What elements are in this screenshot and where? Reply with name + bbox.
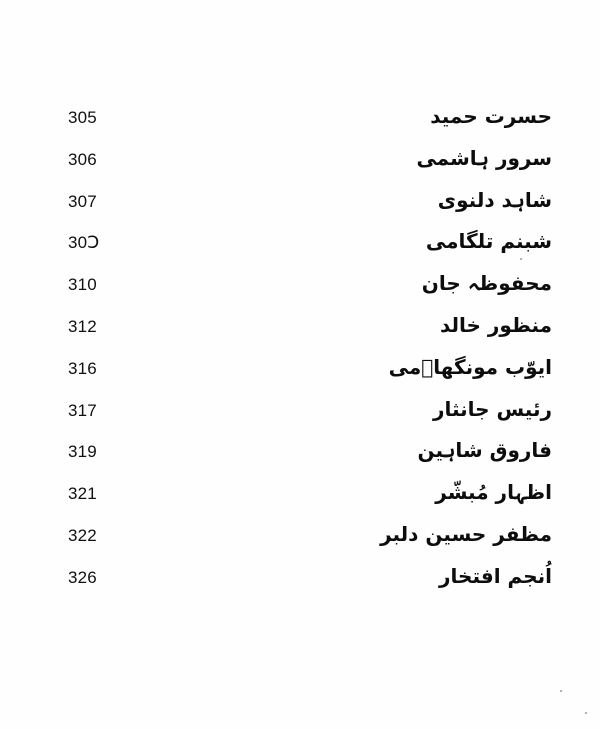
- page-number: 305: [68, 108, 97, 127]
- author-name: حسرت حمید: [430, 104, 552, 128]
- toc-entry: [0, 438, 600, 480]
- page-number: 317: [68, 400, 97, 420]
- toc-entry: [0, 564, 600, 606]
- toc-entry: [0, 313, 600, 355]
- author-name: سرور ہاشمی: [416, 145, 552, 170]
- toc-entry: [0, 397, 600, 439]
- author-name: محفوظہ جان: [421, 271, 552, 296]
- page-number: 319: [68, 442, 97, 462]
- page-number: 307: [68, 191, 97, 211]
- toc-entry: [0, 355, 600, 397]
- page-number: 306: [68, 149, 97, 169]
- author-name: اُنجم افتخار: [439, 563, 552, 588]
- toc-entry: [0, 104, 600, 146]
- page-number: 30Ↄ: [68, 233, 100, 253]
- toc-entry: [0, 229, 600, 271]
- table-of-contents: [0, 104, 600, 606]
- author-name: منظور خالد: [439, 312, 552, 337]
- author-name: شاہد دلنوی: [437, 187, 552, 212]
- author-name: اظہار مُبشّر: [435, 480, 552, 505]
- author-name: شبنم تلگامی: [425, 229, 552, 254]
- page-number: 326: [68, 567, 97, 587]
- toc-entry: [0, 271, 600, 313]
- page-number: 316: [68, 358, 97, 378]
- toc-entry: [0, 188, 600, 230]
- toc-entry: [0, 522, 600, 564]
- author-name: ایوّب مونگھاؔمی: [388, 354, 552, 379]
- author-name: رئیس جانثار: [432, 396, 552, 421]
- author-name: فاروق شاہین: [417, 438, 552, 463]
- scan-speck: [585, 712, 587, 714]
- scan-speck: [560, 690, 562, 692]
- page-number: 310: [68, 275, 97, 295]
- toc-entry: [0, 480, 600, 522]
- page-number: 312: [68, 316, 97, 336]
- page-number: 322: [68, 525, 97, 545]
- author-name: مظفر حسین دلبر: [380, 521, 552, 546]
- scan-speck: [520, 258, 522, 260]
- toc-entry: [0, 146, 600, 188]
- page-number: 321: [68, 484, 97, 504]
